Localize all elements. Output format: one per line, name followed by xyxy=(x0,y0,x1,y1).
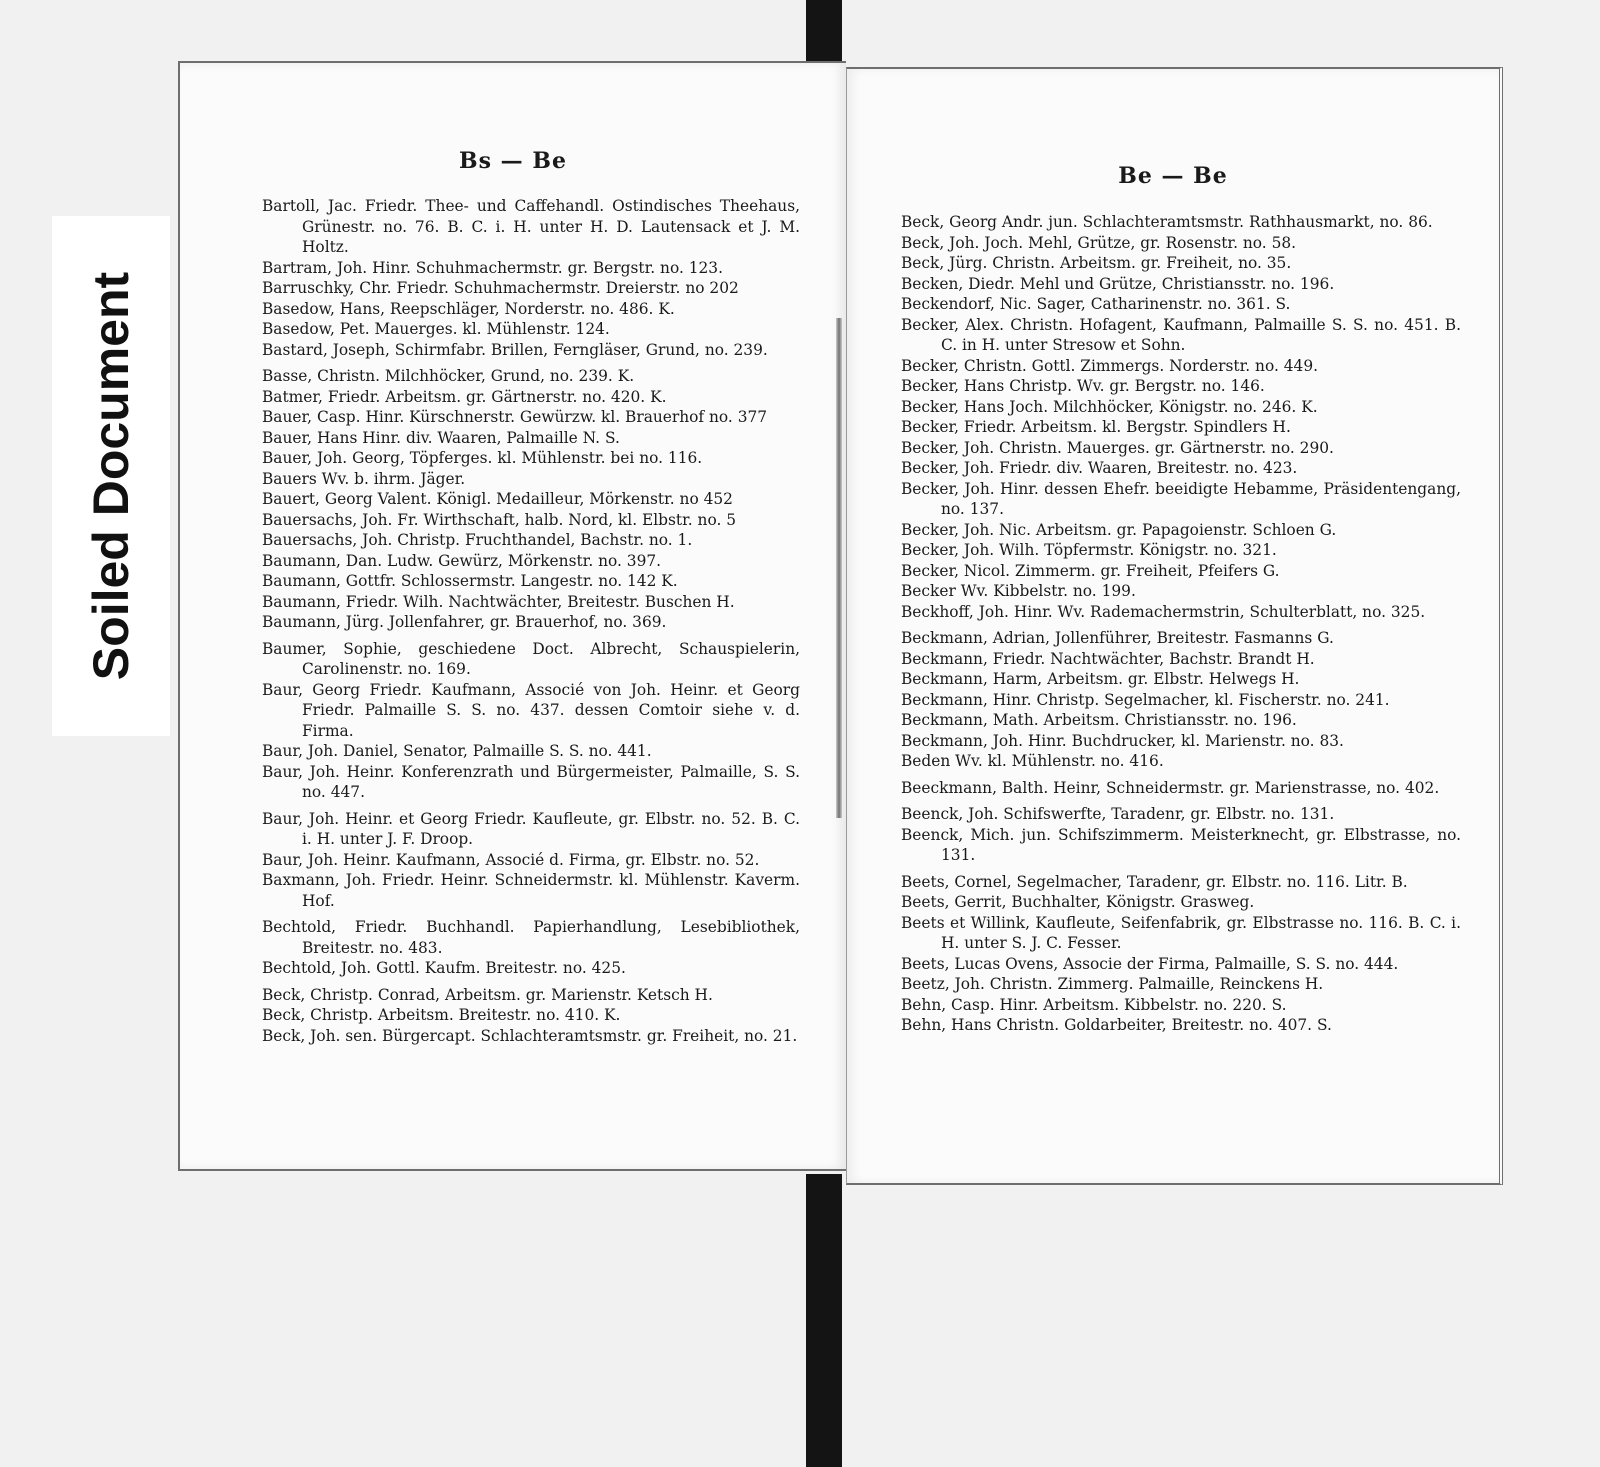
directory-entry: Baumann, Dan. Ludw. Gewürz, Mörkenstr. no. 397. xyxy=(262,551,662,570)
directory-entry: Beetz, Joh. Christn. Zimmerg. Palmaille, Reinckens H. xyxy=(901,975,1324,993)
directory-entry: Becker, Joh. Wilh. Töpfermstr. Königstr. no. 321. xyxy=(901,541,1277,559)
directory-entry: Bauer, Joh. Georg, Töpferges. kl. Mühlenstr. bei no. 116. xyxy=(262,449,703,467)
directory-entry: Basedow, Pet. Mauerges. kl. Mühlenstr. 124. xyxy=(262,320,610,338)
directory-entry: Bartram, Joh. Hinr. Schuhmachermstr. gr. Bergstr. no. 123. xyxy=(262,258,723,277)
directory-entry: Baumann, Friedr. Wilh. Nachtwächter, Breitestr. Buschen H. xyxy=(262,592,735,611)
left-page-header: Bs — Be xyxy=(459,148,567,174)
directory-entry: Beckmann, Adrian, Jollenführer, Breitestr. Fasmanns G. xyxy=(901,629,1334,647)
directory-entry: Becker, Friedr. Arbeitsm. kl. Bergstr. Spindlers H. xyxy=(901,418,1291,436)
directory-entry: Beckmann, Harm, Arbeitsm. gr. Elbstr. Helwegs H. xyxy=(901,670,1300,688)
right-entry-list xyxy=(901,212,1461,1036)
directory-entry: Beck, Joh. sen. Bürgercapt. Schlachteramtsmstr. gr. Freiheit, no. 21. xyxy=(262,1026,798,1045)
film-margin-bottom xyxy=(806,1174,842,1467)
directory-entry: Bechtold, Joh. Gottl. Kaufm. Breitestr. no. 425. xyxy=(262,959,626,977)
directory-entry: Becker, Joh. Hinr. dessen Ehefr. beeidigte Hebamme, Präsidentengang, no. 137. xyxy=(901,479,1461,518)
directory-entry: Basedow, Hans, Reepschläger, Norderstr. no. 486. K. xyxy=(262,299,675,318)
directory-entry: Beckmann, Math. Arbeitsm. Christiansstr. no. 196. xyxy=(901,711,1297,729)
directory-entry: Becker, Hans Christp. Wv. gr. Bergstr. no. 146. xyxy=(901,377,1265,395)
directory-entry: Becker, Alex. Christn. Hofagent, Kaufmann, Palmaille S. S. no. 451. B. C. in H. unter Stresow et Sohn. xyxy=(901,315,1461,354)
directory-entry: Baur, Joh. Heinr. Konferenzrath und Bürgermeister, Palmaille, S. S. no. 447. xyxy=(262,762,800,801)
directory-entry: Beck, Jürg. Christn. Arbeitsm. gr. Freiheit, no. 35. xyxy=(901,254,1292,272)
left-entry-list xyxy=(262,196,800,1046)
directory-entry: Beckmann, Friedr. Nachtwächter, Bachstr. Brandt H. xyxy=(901,649,1315,668)
directory-entry: Beden Wv. kl. Mühlenstr. no. 416. xyxy=(901,752,1164,770)
directory-entry: Bauersachs, Joh. Fr. Wirthschaft, halb. Nord, kl. Elbstr. no. 5 xyxy=(262,510,737,529)
directory-entry: Becker, Nicol. Zimmerm. gr. Freiheit, Pfeifers G. xyxy=(901,561,1280,580)
directory-entry: Batmer, Friedr. Arbeitsm. gr. Gärtnerstr. no. 420. K. xyxy=(262,387,667,406)
film-margin-top xyxy=(806,0,842,64)
directory-entry: Bauer, Hans Hinr. div. Waaren, Palmaille N. S. xyxy=(262,428,620,447)
right-page xyxy=(846,67,1503,1185)
directory-entry: Bauersachs, Joh. Christp. Fruchthandel, Bachstr. no. 1. xyxy=(262,531,693,549)
directory-entry: Bartoll, Jac. Friedr. Thee- und Caffehandl. Ostindisches Theehaus, Grünestr. no. 76. B. C. i. H. unter H. D. Lautensack et J. M. Holtz. xyxy=(262,197,800,256)
directory-entry: Beenck, Joh. Schifswerfte, Taradenr, gr. Elbstr. no. 131. xyxy=(901,805,1335,823)
directory-entry: Bastard, Joseph, Schirmfabr. Brillen, Ferngläser, Grund, no. 239. xyxy=(262,340,768,359)
directory-entry: Behn, Hans Christn. Goldarbeiter, Breitestr. no. 407. S. xyxy=(901,1016,1332,1034)
directory-entry: Baur, Joh. Heinr. et Georg Friedr. Kaufleute, gr. Elbstr. no. 52. B. C. i. H. unter J. F. Droop. xyxy=(262,809,800,848)
soiled-document-stamp xyxy=(52,216,170,736)
directory-entry: Bauert, Georg Valent. Königl. Medailleur, Mörkenstr. no 452 xyxy=(262,490,733,508)
directory-entry: Beck, Christp. Conrad, Arbeitsm. gr. Marienstr. Ketsch H. xyxy=(262,985,713,1004)
directory-entry: Becker, Joh. Christn. Mauerges. gr. Gärtnerstr. no. 290. xyxy=(901,438,1334,457)
directory-entry: Becker, Joh. Nic. Arbeitsm. gr. Papagoienstr. Schloen G. xyxy=(901,520,1337,539)
directory-entry: Beets, Lucas Ovens, Associe der Firma, Palmaille, S. S. no. 444. xyxy=(901,954,1399,973)
directory-entry: Beckmann, Hinr. Christp. Segelmacher, kl. Fischerstr. no. 241. xyxy=(901,690,1390,709)
directory-entry: Becker, Christn. Gottl. Zimmergs. Norderstr. no. 449. xyxy=(901,356,1319,375)
directory-entry: Bechtold, Friedr. Buchhandl. Papierhandlung, Lesebibliothek, Breitestr. no. 483. xyxy=(262,918,800,957)
directory-entry: Becker, Joh. Friedr. div. Waaren, Breitestr. no. 423. xyxy=(901,459,1298,477)
stamp-text: Soiled Document xyxy=(83,271,139,681)
directory-entry: Basse, Christn. Milchhöcker, Grund, no. 239. K. xyxy=(262,367,635,385)
directory-entry: Beets et Willink, Kaufleute, Seifenfabrik, gr. Elbstrasse no. 116. B. C. i. H. unter S. J. C. Fesser. xyxy=(901,913,1461,952)
directory-entry: Beeckmann, Balth. Heinr, Schneidermstr. gr. Marienstrasse, no. 402. xyxy=(901,778,1440,797)
directory-entry: Becker Wv. Kibbelstr. no. 199. xyxy=(901,582,1136,600)
directory-entry: Beckmann, Joh. Hinr. Buchdrucker, kl. Marienstr. no. 83. xyxy=(901,731,1344,750)
left-page xyxy=(178,61,846,1171)
directory-entry: Baumann, Gottfr. Schlossermstr. Langestr. no. 142 K. xyxy=(262,572,678,590)
directory-entry: Baur, Joh. Heinr. Kaufmann, Associé d. Firma, gr. Elbstr. no. 52. xyxy=(262,850,760,869)
book-spine xyxy=(836,318,842,818)
directory-entry: Behn, Casp. Hinr. Arbeitsm. Kibbelstr. no. 220. S. xyxy=(901,995,1287,1014)
directory-entry: Baur, Georg Friedr. Kaufmann, Associé von Joh. Heinr. et Georg Friedr. Palmaille S. S. no. 437. dessen Comtoir siehe v. d. Firma. xyxy=(262,680,800,740)
right-page-header: Be — Be xyxy=(1118,163,1228,189)
directory-entry: Beets, Cornel, Segelmacher, Taradenr, gr. Elbstr. no. 116. Litr. B. xyxy=(901,872,1408,891)
directory-entry: Baxmann, Joh. Friedr. Heinr. Schneidermstr. kl. Mühlenstr. Kaverm. Hof. xyxy=(262,871,800,910)
directory-entry: Beck, Georg Andr. jun. Schlachteramtsmstr. Rathhausmarkt, no. 86. xyxy=(901,213,1433,231)
directory-entry: Becken, Diedr. Mehl und Grütze, Christiansstr. no. 196. xyxy=(901,274,1335,293)
directory-entry: Beckhoff, Joh. Hinr. Wv. Rademachermstrin, Schulterblatt, no. 325. xyxy=(901,602,1426,621)
directory-entry: Becker, Hans Joch. Milchhöcker, Königstr. no. 246. K. xyxy=(901,397,1318,416)
directory-entry: Beckendorf, Nic. Sager, Catharinenstr. no. 361. S. xyxy=(901,295,1291,313)
directory-entry: Beck, Joh. Joch. Mehl, Grütze, gr. Rosenstr. no. 58. xyxy=(901,233,1297,252)
directory-entry: Bauer, Casp. Hinr. Kürschnerstr. Gewürzw. kl. Brauerhof no. 377 xyxy=(262,408,768,426)
directory-entry: Beenck, Mich. jun. Schifszimmerm. Meisterknecht, gr. Elbstrasse, no. 131. xyxy=(901,825,1461,864)
directory-entry: Beets, Gerrit, Buchhalter, Königstr. Grasweg. xyxy=(901,893,1255,911)
directory-entry: Bauers Wv. b. ihrm. Jäger. xyxy=(262,469,466,488)
directory-entry: Barruschky, Chr. Friedr. Schuhmachermstr. Dreierstr. no 202 xyxy=(262,279,739,297)
directory-entry: Baumer, Sophie, geschiedene Doct. Albrecht, Schauspielerin, Carolinenstr. no. 169. xyxy=(262,639,800,678)
directory-entry: Baumann, Jürg. Jollenfahrer, gr. Brauerhof, no. 369. xyxy=(262,613,667,631)
directory-entry: Beck, Christp. Arbeitsm. Breitestr. no. 410. K. xyxy=(262,1006,621,1024)
directory-entry: Baur, Joh. Daniel, Senator, Palmaille S. S. no. 441. xyxy=(262,742,652,760)
